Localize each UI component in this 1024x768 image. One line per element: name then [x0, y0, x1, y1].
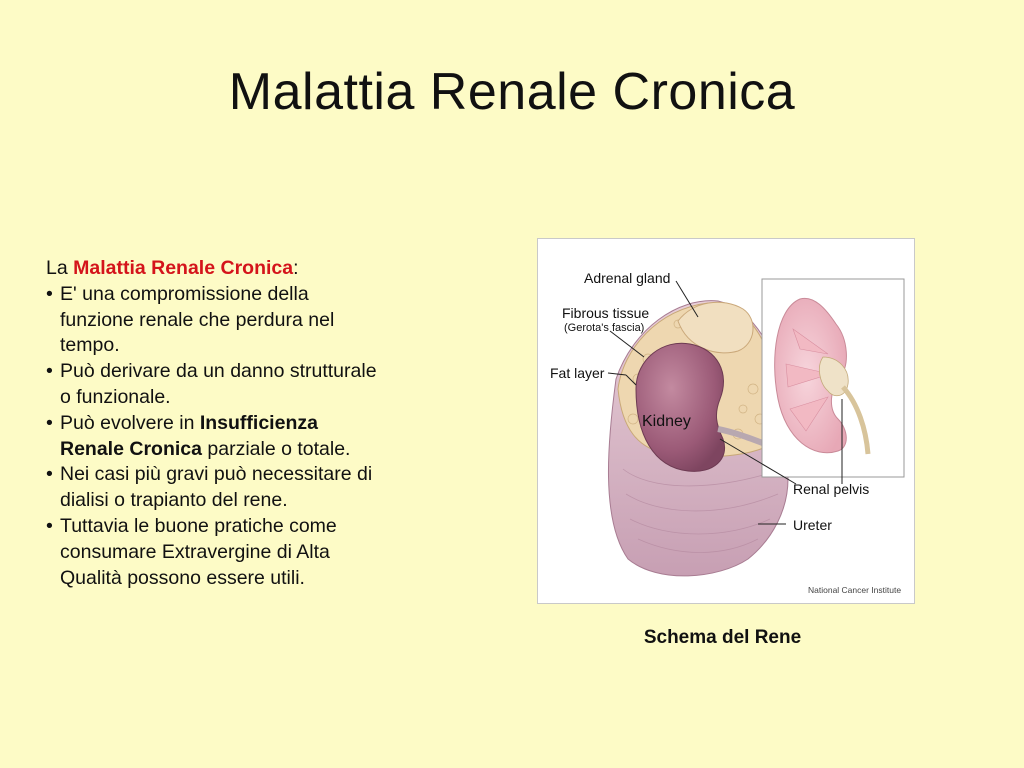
bullet-text: E' una compromissione della	[60, 282, 309, 305]
bullet-text: Può evolvere in	[60, 411, 200, 434]
bullet-dot: •	[46, 514, 53, 537]
label-adrenal-gland: Adrenal gland	[584, 270, 671, 286]
label-renal-pelvis: Renal pelvis	[793, 481, 870, 497]
intro-prefix: La	[46, 257, 74, 279]
bullet-text: Nei casi più gravi può necessitare di	[60, 463, 373, 486]
figure-caption: Schema del Rene	[643, 627, 802, 648]
bullet-text: Qualità possono essere utili.	[60, 566, 305, 589]
bullet-dot: •	[46, 360, 53, 383]
bullet-dot: •	[46, 463, 53, 486]
bullet-dot: •	[46, 282, 53, 305]
bullet-text: consumare Extravergine di Alta	[60, 540, 330, 563]
label-ureter: Ureter	[793, 517, 832, 533]
bullet-list	[46, 282, 456, 592]
bullet-bold: Renale Cronica	[60, 437, 202, 460]
bullet-text: Può derivare da un danno strutturale	[60, 360, 377, 383]
kidney-illustration	[538, 239, 914, 603]
bullet-text: dialisi o trapianto del rene.	[60, 489, 288, 512]
bullet-item-2	[46, 359, 456, 411]
bullet-text: o funzionale.	[60, 385, 171, 408]
label-credit: National Cancer Institute	[808, 585, 902, 595]
slide-title: Malattia Renale Cronica	[228, 63, 796, 121]
body-text	[46, 256, 456, 591]
bullet-text: funzione renale che perdura nel	[60, 308, 335, 331]
bullet-item-3	[46, 411, 456, 463]
label-fibrous-tissue: Fibrous tissue	[562, 305, 650, 321]
bullet-item-1	[46, 282, 456, 359]
kidney-diagram	[537, 238, 915, 604]
bullet-text: Tuttavia le buone pratiche come	[60, 514, 337, 537]
label-kidney: Kidney	[642, 413, 691, 430]
bullet-dot: •	[46, 411, 53, 434]
label-fat-layer: Fat layer	[550, 365, 605, 381]
bullet-text: tempo.	[60, 334, 120, 357]
bullet-item-5	[46, 514, 456, 591]
bullet-cont	[60, 437, 456, 463]
bullet-text: parziale o totale.	[201, 437, 351, 460]
intro-highlight: Malattia Renale Cronica	[73, 257, 294, 279]
label-gerota: (Gerota's fascia)	[564, 322, 645, 334]
bullet-item-4	[46, 462, 456, 514]
intro-line	[46, 256, 456, 282]
bullet-bold: Insufficienza	[199, 411, 318, 434]
intro-suffix: :	[293, 257, 299, 279]
